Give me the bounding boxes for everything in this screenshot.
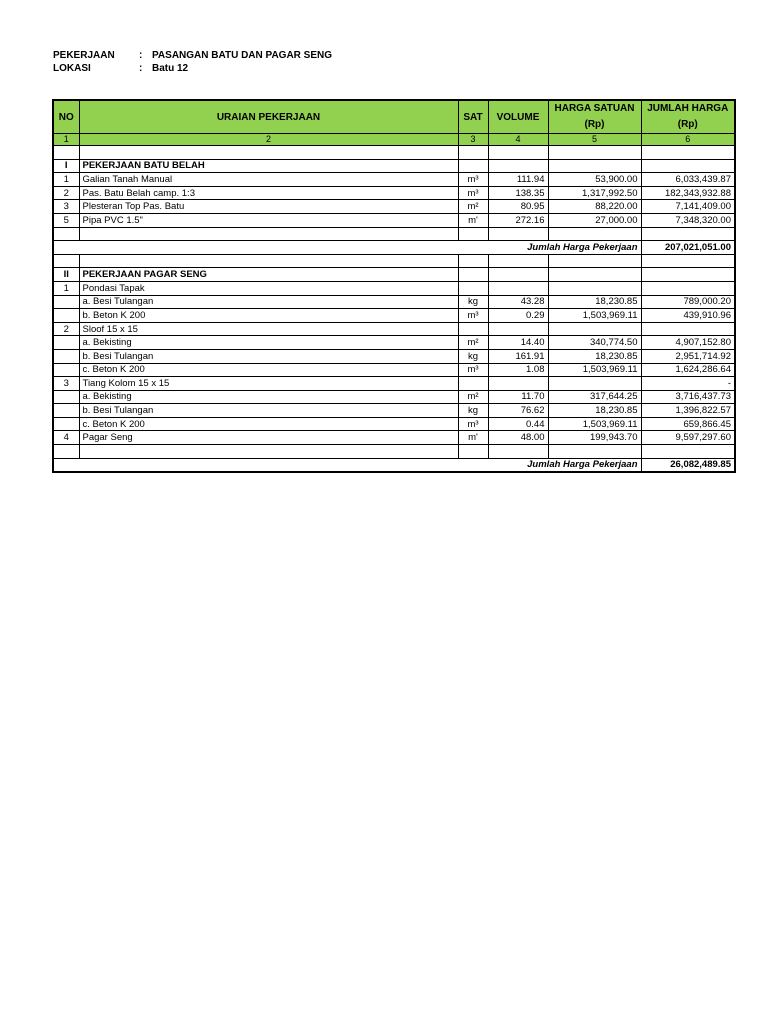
item-volume: 0.44 xyxy=(488,417,548,431)
section-total-label: Jumlah Harga Pekerjaan xyxy=(53,458,641,472)
item-description: Galian Tanah Manual xyxy=(79,173,458,187)
item-description: Pas. Batu Belah camp. 1:3 xyxy=(79,186,458,200)
item-unit: m² xyxy=(458,200,488,214)
item-total-price: 7,348,320.00 xyxy=(641,213,735,227)
item-volume: 43.28 xyxy=(488,295,548,309)
empty-cell xyxy=(488,254,548,268)
table-row xyxy=(53,200,735,214)
table-row xyxy=(53,431,735,445)
empty-cell xyxy=(53,445,79,459)
lokasi-line xyxy=(53,62,332,75)
item-description: c. Beton K 200 xyxy=(79,363,458,377)
item-total-price: 182,343,932.88 xyxy=(641,186,735,200)
item-unit: m³ xyxy=(458,363,488,377)
col-sat-header: SAT xyxy=(458,100,488,134)
section-title: PEKERJAAN PAGAR SENG xyxy=(79,268,458,282)
item-unit-price: 1,317,992.50 xyxy=(548,186,641,200)
empty-cell xyxy=(548,254,641,268)
item-total-price: 7,141,409.00 xyxy=(641,200,735,214)
item-number xyxy=(53,404,79,418)
item-volume: 14.40 xyxy=(488,336,548,350)
item-number xyxy=(53,363,79,377)
harga-satuan-label: HARGA SATUAN xyxy=(554,103,635,114)
item-description: Tiang Kolom 15 x 15 xyxy=(79,377,458,391)
item-unit-price: 18,230.85 xyxy=(548,404,641,418)
col-harga-satuan-header xyxy=(548,100,641,134)
empty-cell xyxy=(641,159,735,173)
item-number: 4 xyxy=(53,431,79,445)
col-no-header: NO xyxy=(53,100,79,134)
item-unit-price: 1,503,969.11 xyxy=(548,309,641,323)
col-index: 3 xyxy=(458,134,488,146)
item-number: 1 xyxy=(53,281,79,295)
pekerjaan-value: PASANGAN BATU DAN PAGAR SENG xyxy=(152,50,333,61)
empty-cell xyxy=(548,227,641,241)
empty-cell xyxy=(548,445,641,459)
item-unit-price: 18,230.85 xyxy=(548,295,641,309)
column-index-row xyxy=(53,134,735,146)
item-description: Pondasi Tapak xyxy=(79,281,458,295)
item-description: b. Besi Tulangan xyxy=(79,404,458,418)
section-total-value: 26,082,489.85 xyxy=(641,458,735,472)
item-unit: kg xyxy=(458,404,488,418)
item-description: Sloof 15 x 15 xyxy=(79,322,458,336)
empty-cell xyxy=(79,445,458,459)
item-unit xyxy=(458,281,488,295)
col-index: 2 xyxy=(79,134,458,146)
item-number xyxy=(53,390,79,404)
empty-cell xyxy=(548,146,641,160)
item-unit-price: 317,644.25 xyxy=(548,390,641,404)
pekerjaan-line xyxy=(53,49,332,62)
colon: : xyxy=(139,63,143,74)
item-number: 1 xyxy=(53,173,79,187)
col-volume-header: VOLUME xyxy=(488,100,548,134)
item-number xyxy=(53,336,79,350)
lokasi-label: LOKASI xyxy=(53,63,91,74)
item-volume: 272.16 xyxy=(488,213,548,227)
item-volume: 76.62 xyxy=(488,404,548,418)
table-row xyxy=(53,309,735,323)
section-header-row xyxy=(53,159,735,173)
harga-satuan-unit: (Rp) xyxy=(584,119,605,130)
empty-cell xyxy=(488,445,548,459)
item-unit-price: 1,503,969.11 xyxy=(548,417,641,431)
item-volume: 80.95 xyxy=(488,200,548,214)
empty-cell xyxy=(79,227,458,241)
item-unit: m² xyxy=(458,336,488,350)
item-total-price: 9,597,297.60 xyxy=(641,431,735,445)
item-unit-price: 340,774.50 xyxy=(548,336,641,350)
pekerjaan-label: PEKERJAAN xyxy=(53,50,115,61)
item-unit xyxy=(458,377,488,391)
item-total-price: 789,000.20 xyxy=(641,295,735,309)
item-total-price: 2,951,714.92 xyxy=(641,349,735,363)
empty-cell xyxy=(458,159,488,173)
empty-cell xyxy=(488,146,548,160)
empty-cell xyxy=(458,268,488,282)
table-row xyxy=(53,349,735,363)
empty-cell xyxy=(458,146,488,160)
table-row xyxy=(53,173,735,187)
empty-cell xyxy=(488,268,548,282)
spacer-row xyxy=(53,146,735,160)
table-row xyxy=(53,390,735,404)
item-number xyxy=(53,295,79,309)
table-row xyxy=(53,322,735,336)
spacer-row xyxy=(53,445,735,459)
table-row xyxy=(53,213,735,227)
item-description: Pagar Seng xyxy=(79,431,458,445)
item-unit-price: 53,900.00 xyxy=(548,173,641,187)
section-total-row xyxy=(53,458,735,472)
item-unit: m³ xyxy=(458,417,488,431)
item-description: c. Beton K 200 xyxy=(79,417,458,431)
item-number: 5 xyxy=(53,213,79,227)
item-unit-price xyxy=(548,377,641,391)
empty-cell xyxy=(548,159,641,173)
item-unit xyxy=(458,322,488,336)
item-total-price: 3,716,437.73 xyxy=(641,390,735,404)
empty-cell xyxy=(53,227,79,241)
item-unit-price: 27,000.00 xyxy=(548,213,641,227)
section-total-row xyxy=(53,241,735,255)
item-description: b. Besi Tulangan xyxy=(79,349,458,363)
table-row xyxy=(53,336,735,350)
spacer-row xyxy=(53,227,735,241)
item-volume: 138.35 xyxy=(488,186,548,200)
empty-cell xyxy=(641,146,735,160)
empty-cell xyxy=(548,268,641,282)
item-number xyxy=(53,309,79,323)
item-unit: m' xyxy=(458,431,488,445)
item-unit: m² xyxy=(458,390,488,404)
empty-cell xyxy=(458,227,488,241)
item-volume: 48.00 xyxy=(488,431,548,445)
item-number: 3 xyxy=(53,377,79,391)
document-header xyxy=(53,49,332,75)
item-volume xyxy=(488,281,548,295)
item-number xyxy=(53,417,79,431)
item-total-price: 1,396,822.57 xyxy=(641,404,735,418)
item-unit-price: 88,220.00 xyxy=(548,200,641,214)
table-row xyxy=(53,377,735,391)
boq-table xyxy=(52,99,736,473)
item-description: Pipa PVC 1.5" xyxy=(79,213,458,227)
section-number: II xyxy=(53,268,79,282)
item-number: 3 xyxy=(53,200,79,214)
empty-cell xyxy=(79,146,458,160)
spacer-row xyxy=(53,254,735,268)
item-total-price: 439,910.96 xyxy=(641,309,735,323)
item-unit-price: 1,503,969.11 xyxy=(548,363,641,377)
section-number: I xyxy=(53,159,79,173)
item-total-price: 1,624,286.64 xyxy=(641,363,735,377)
item-description: Plesteran Top Pas. Batu xyxy=(79,200,458,214)
item-volume: 11.70 xyxy=(488,390,548,404)
item-unit: kg xyxy=(458,349,488,363)
item-total-price xyxy=(641,322,735,336)
item-total-price: 6,033,439.87 xyxy=(641,173,735,187)
item-unit-price xyxy=(548,322,641,336)
item-volume: 0.29 xyxy=(488,309,548,323)
item-number xyxy=(53,349,79,363)
empty-cell xyxy=(488,159,548,173)
empty-cell xyxy=(641,268,735,282)
item-total-price xyxy=(641,281,735,295)
empty-cell xyxy=(79,254,458,268)
col-index: 6 xyxy=(641,134,735,146)
item-unit: m³ xyxy=(458,309,488,323)
empty-cell xyxy=(641,254,735,268)
item-volume: 161.91 xyxy=(488,349,548,363)
col-jumlah-harga-header xyxy=(641,100,735,134)
item-unit: m³ xyxy=(458,173,488,187)
empty-cell xyxy=(641,445,735,459)
section-total-label: Jumlah Harga Pekerjaan xyxy=(53,241,641,255)
jumlah-harga-label: JUMLAH HARGA xyxy=(647,103,729,114)
empty-cell xyxy=(458,445,488,459)
item-total-price: 659,866.45 xyxy=(641,417,735,431)
item-number: 2 xyxy=(53,322,79,336)
item-number: 2 xyxy=(53,186,79,200)
item-unit-price xyxy=(548,281,641,295)
empty-cell xyxy=(53,254,79,268)
table-row xyxy=(53,417,735,431)
empty-cell xyxy=(53,146,79,160)
item-description: a. Bekisting xyxy=(79,336,458,350)
empty-cell xyxy=(458,254,488,268)
empty-cell xyxy=(641,227,735,241)
col-index: 4 xyxy=(488,134,548,146)
empty-cell xyxy=(488,227,548,241)
table-row xyxy=(53,363,735,377)
item-unit-price: 18,230.85 xyxy=(548,349,641,363)
col-index: 1 xyxy=(53,134,79,146)
item-unit: m' xyxy=(458,213,488,227)
table-row xyxy=(53,295,735,309)
item-unit: kg xyxy=(458,295,488,309)
column-header-row xyxy=(53,100,735,134)
section-total-value: 207,021,051.00 xyxy=(641,241,735,255)
col-uraian-header: URAIAN PEKERJAAN xyxy=(79,100,458,134)
table-row xyxy=(53,404,735,418)
item-unit: m³ xyxy=(458,186,488,200)
section-header-row xyxy=(53,268,735,282)
table-row xyxy=(53,186,735,200)
item-total-price: 4,907,152.80 xyxy=(641,336,735,350)
item-volume xyxy=(488,322,548,336)
item-description: a. Besi Tulangan xyxy=(79,295,458,309)
item-volume: 111.94 xyxy=(488,173,548,187)
item-total-price: - xyxy=(641,377,735,391)
item-description: b. Beton K 200 xyxy=(79,309,458,323)
lokasi-value: Batu 12 xyxy=(152,63,189,74)
item-description: a. Bekisting xyxy=(79,390,458,404)
jumlah-harga-unit: (Rp) xyxy=(677,119,698,130)
colon: : xyxy=(139,50,143,61)
item-unit-price: 199,943.70 xyxy=(548,431,641,445)
table-row xyxy=(53,281,735,295)
item-volume xyxy=(488,377,548,391)
section-title: PEKERJAAN BATU BELAH xyxy=(79,159,458,173)
item-volume: 1.08 xyxy=(488,363,548,377)
col-index: 5 xyxy=(548,134,641,146)
